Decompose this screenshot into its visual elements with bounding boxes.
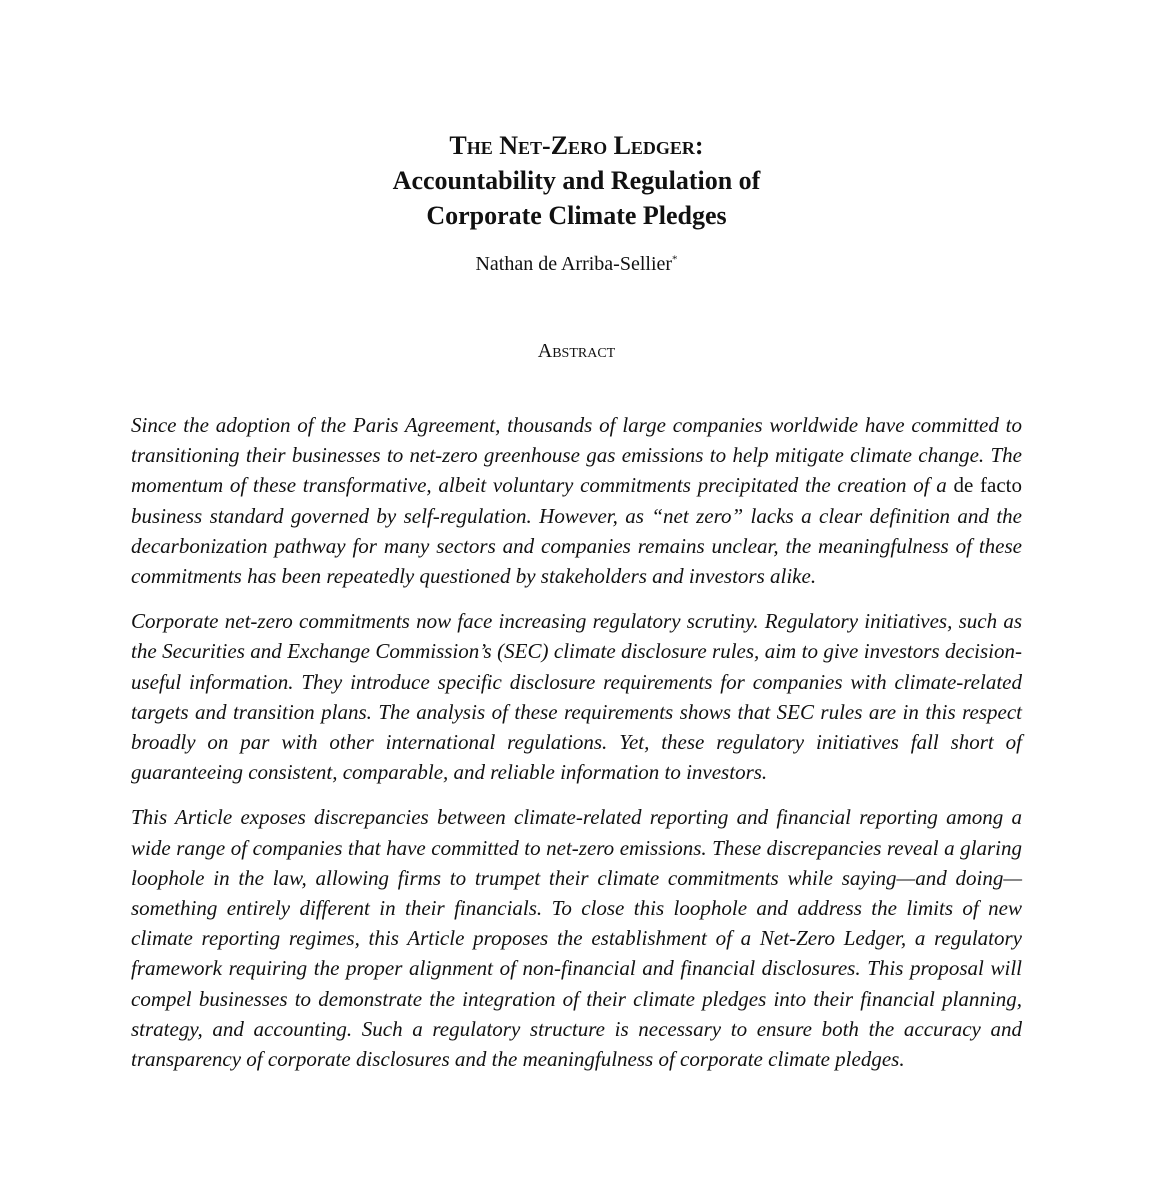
abstract-p1-text-before: Since the adoption of the Paris Agreement, thousands of large companies worldwide have committed to transitioning their businesses to net-zero greenhouse gas emissions to help mitigate climate change. The momentum of these transformative, albeit voluntary commitments precipitated the creation of a	[131, 413, 1022, 498]
author-name: Nathan de Arriba-Sellier	[475, 253, 673, 275]
title-line-1: The Net-Zero Ledger:	[449, 131, 704, 160]
paper-title	[0, 128, 1153, 233]
title-line-2: Accountability and Regulation of	[392, 166, 761, 195]
abstract-heading: Abstract	[537, 340, 616, 362]
author-line	[0, 251, 1153, 277]
abstract-paragraph-1	[131, 410, 1022, 591]
abstract-p1-text-after: business standard governed by self-regulation. However, as “net zero” lacks a clear definition and the decarbonization pathway for many sectors and companies remains unclear, the meaningfulness of these commitments has been repeatedly questioned by stakeholders and investors alike.	[131, 503, 1022, 589]
abstract-p1-emphasis: de facto	[953, 473, 1022, 498]
author-footnote-mark[interactable]: *	[672, 253, 678, 266]
abstract-body	[131, 410, 1022, 1089]
title-line-3: Corporate Climate Pledges	[426, 201, 727, 230]
abstract-paragraph-3: This Article exposes discrepancies between climate-related reporting and financial reporting among a wide range of companies that have committed to net-zero emissions. These discrepancies reveal a glaring loophole in the law, allowing firms to trumpet their climate commitments while saying—and doing—something entirely different in their financials. To close this loophole and address the limits of new climate reporting regimes, this Article proposes the establishment of a Net-Zero Ledger, a regulatory framework requiring the proper alignment of non-financial and financial disclosures. This proposal will compel businesses to demonstrate the integration of their climate pledges into their financial planning, strategy, and accounting. Such a regulatory structure is necessary to ensure both the accuracy and transparency of corporate disclosures and the meaningfulness of corporate climate pledges.	[131, 805, 1022, 1072]
abstract-paragraph-2: Corporate net-zero commitments now face increasing regulatory scrutiny. Regulatory initiatives, such as the Securities and Exchange Commission’s (SEC) climate disclosure rules, aim to give investors decision-useful information. They introduce specific disclosure requirements for companies with climate-related targets and transition plans. The analysis of these requirements shows that SEC rules are in this respect broadly on par with other international regulations. Yet, these regulatory initiatives fall short of guaranteeing consistent, comparable, and reliable information to investors.	[131, 609, 1022, 785]
